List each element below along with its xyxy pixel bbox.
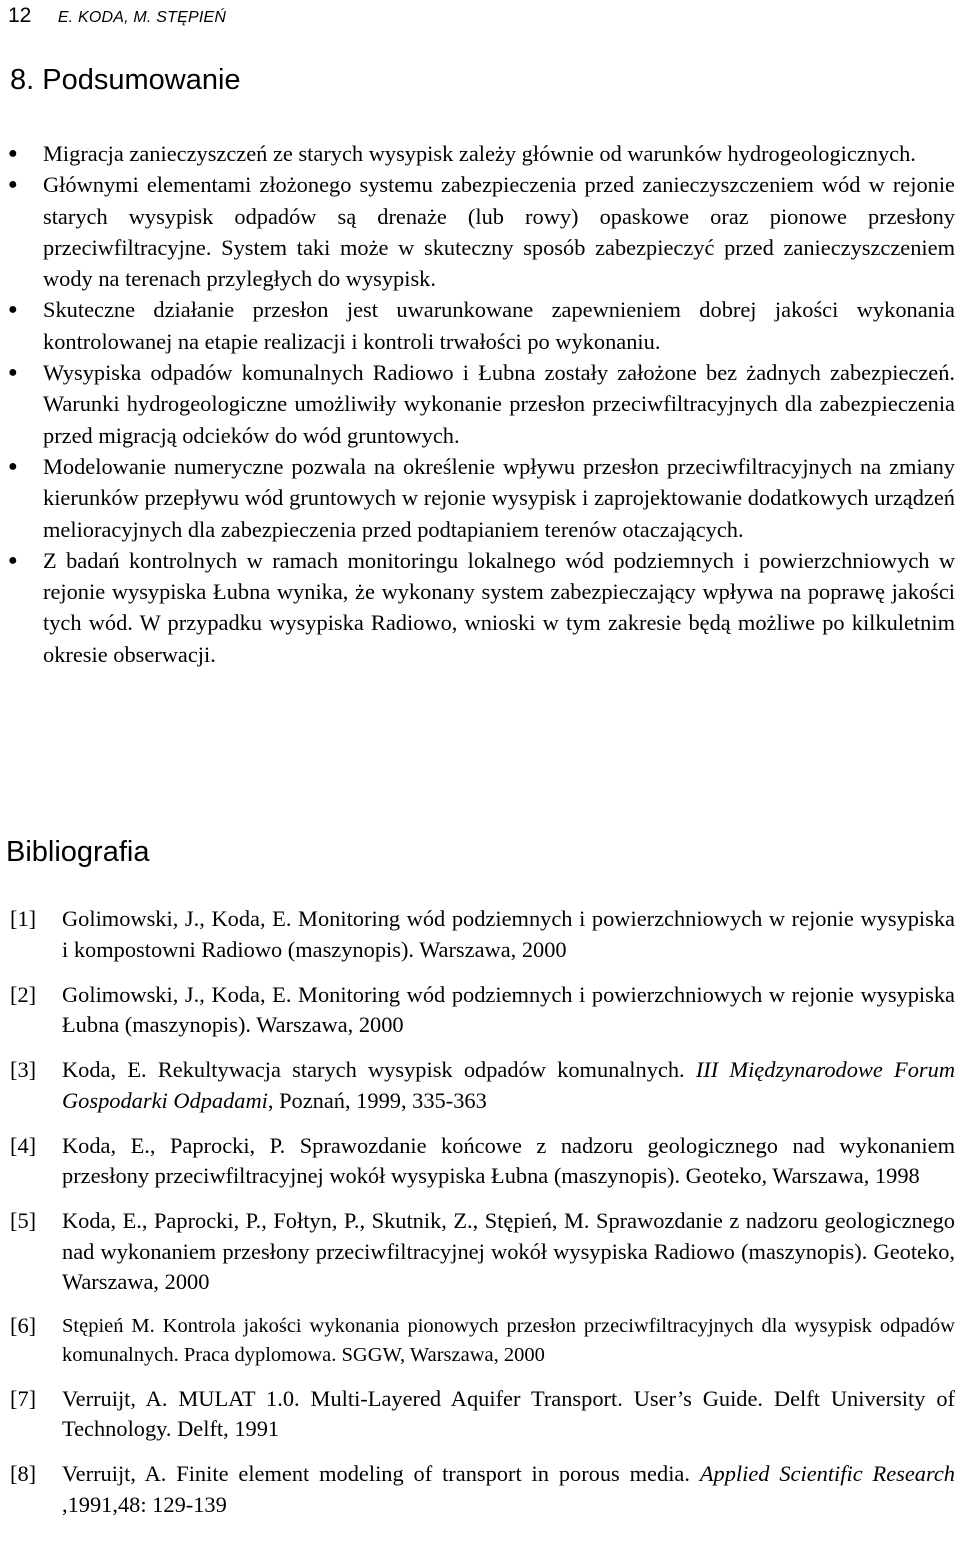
bibliography-entry bbox=[0, 1131, 955, 1192]
bullet-icon: ● bbox=[8, 301, 18, 319]
bibliography-entry bbox=[0, 1384, 955, 1445]
reference-number: [5] bbox=[10, 1208, 37, 1233]
bullet-text: Migracja zanieczyszczeń ze starych wysypisk zależy głównie od warunków hydrogeologicznych. bbox=[43, 141, 916, 166]
reference-number: [8] bbox=[10, 1461, 37, 1486]
reference-source-italic: III Międzynarodowe Forum Gospodarki Odpadami bbox=[62, 1057, 955, 1113]
bibliography-entry bbox=[0, 1312, 955, 1369]
reference-text: Verruijt, A. Finite element modeling of transport in porous media. bbox=[62, 1461, 700, 1486]
bullet-icon: ● bbox=[8, 551, 18, 569]
bullet-icon: ● bbox=[8, 145, 18, 162]
running-head-authors: E. KODA, M. STĘPIEŃ bbox=[57, 9, 227, 26]
reference-number: [7] bbox=[10, 1385, 37, 1411]
summary-bullet-item bbox=[0, 138, 955, 169]
bullet-text: Wysypiska odpadów komunalnych Radiowo i Łubna zostały założone bez żadnych zabezpieczeń. Warunki hydrogeologiczne umożliwiły wykonanie przesłon przeciwfiltracyjnych dla zabezpieczenia przed migracją odcieków do wód gruntowych. bbox=[43, 360, 955, 448]
summary-bullet-item bbox=[0, 545, 955, 670]
reference-number: [4] bbox=[10, 1132, 37, 1158]
reference-text-tail: , Poznań, 1999, 335-363 bbox=[267, 1087, 487, 1113]
reference-text-tail: ,1991,48: 129-139 bbox=[62, 1491, 227, 1517]
bibliography-entry bbox=[0, 1206, 955, 1298]
reference-number: [3] bbox=[10, 1057, 37, 1082]
bullet-icon: ● bbox=[8, 457, 18, 475]
summary-bullet-list bbox=[0, 138, 955, 670]
bibliography-entry bbox=[0, 1055, 955, 1116]
reference-source-italic: Applied Scientific Research bbox=[699, 1461, 955, 1486]
reference-number: [6] bbox=[10, 1313, 37, 1338]
reference-text: Stępień M. Kontrola jakości wykonania pionowych przesłon przeciwfiltracyjnych dla wysypisk odpadów komunalnych. Praca dyplomowa. SGGW, Warszawa, 2000 bbox=[62, 1315, 955, 1366]
reference-text: Golimowski, J., Koda, E. Monitoring wód podziemnych i powierzchniowych w rejonie wysypiska i kompostowni Radiowo (maszynopis). Warszawa, 2000 bbox=[62, 906, 955, 962]
bullet-text: Głównymi elementami złożonego systemu zabezpieczenia przed zanieczyszczeniem wód w rejonie starych wysypisk odpadów są drenaże (lub rowy) opaskowe oraz pionowe przesłony przeciwfiltracyjne. System taki może w skuteczny sposób zabezpieczyć przed zanieczyszczeniem wody na terenach przyległych do wysypisk. bbox=[43, 172, 955, 292]
section-heading-summary: 8. Podsumowanie bbox=[10, 64, 241, 96]
bibliography-list bbox=[0, 904, 955, 1535]
reference-text: Verruijt, A. MULAT 1.0. Multi-Layered Aquifer Transport. User’s Guide. Delft University of Technology. Delft, 1991 bbox=[62, 1385, 955, 1441]
summary-bullet-item bbox=[0, 294, 955, 357]
bibliography-entry bbox=[0, 904, 955, 965]
section-heading-bibliography: Bibliografia bbox=[6, 836, 150, 868]
bullet-icon: ● bbox=[8, 176, 18, 194]
bibliography-entry bbox=[0, 980, 955, 1041]
summary-bullet-item bbox=[0, 357, 955, 451]
bullet-text: Z badań kontrolnych w ramach monitoringu lokalnego wód podziemnych i powierzchniowych w rejonie wysypiska Łubna wynika, że wykonany system zabezpieczający wpływa na poprawę jakości tych wód. W przypadku wysypiska Radiowo, wnioski w tym zakresie będą możliwe po kilkuletnim okresie obserwacji. bbox=[43, 547, 955, 667]
running-header bbox=[8, 4, 226, 28]
reference-number: [2] bbox=[10, 981, 37, 1007]
summary-bullet-item bbox=[0, 451, 955, 545]
bibliography-entry bbox=[0, 1459, 955, 1520]
reference-text: Koda, E., Paprocki, P., Fołtyn, P., Skutnik, Z., Stępień, M. Sprawozdanie z nadzoru geologicznego nad wykonaniem przesłony przeciwfiltracyjnej wokół wysypiska Radiowo (maszynopis). Geoteko, Warszawa, 2000 bbox=[62, 1208, 955, 1294]
reference-text: Koda, E., Paprocki, P. Sprawozdanie końcowe z nadzoru geologicznego nad wykonaniem przesłony przeciwfiltracyjnej wokół wysypiska Łubna (maszynopis). Geoteko, Warszawa, 1998 bbox=[62, 1132, 955, 1188]
summary-bullet-item bbox=[0, 169, 955, 294]
bullet-icon: ● bbox=[8, 364, 18, 382]
page-number: 12 bbox=[8, 4, 32, 27]
bullet-text: Skuteczne działanie przesłon jest uwarunkowane zapewnieniem dobrej jakości wykonania kontrolowanej na etapie realizacji i kontroli trwałości po wykonaniu. bbox=[43, 297, 955, 354]
reference-text: Koda, E. Rekultywacja starych wysypisk odpadów komunalnych. bbox=[62, 1057, 696, 1082]
reference-number: [1] bbox=[10, 906, 37, 931]
reference-text: Golimowski, J., Koda, E. Monitoring wód podziemnych i powierzchniowych w rejonie wysypiska Łubna (maszynopis). Warszawa, 2000 bbox=[62, 981, 955, 1037]
bullet-text: Modelowanie numeryczne pozwala na określenie wpływu przesłon przeciwfiltracyjnych na zmiany kierunków przepływu wód gruntowych w rejonie wysypisk i zaprojektowanie dodatkowych urządzeń melioracyjnych dla zabezpieczenia przed podtapianiem terenów otaczających. bbox=[43, 453, 955, 542]
